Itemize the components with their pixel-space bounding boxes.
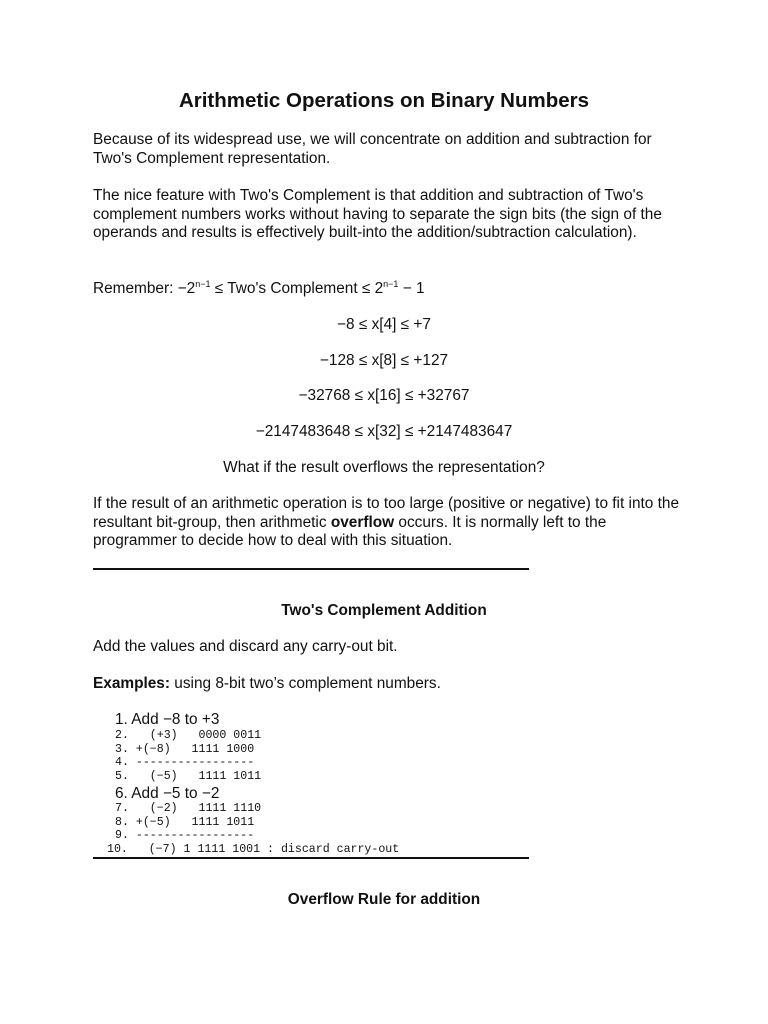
example-line-10: 10. (−7) 1 1111 1001 : discard carry-out [107, 842, 400, 856]
feature-paragraph: The nice feature with Two's Complement is that addition and subtraction of Two's complement numbers works without having to separate the sign bits (the sign of the operands and results is effectively built-into the addition/subtraction calculation). [93, 187, 662, 241]
example-line-3: 3. +(−8) 1111 1000 [115, 742, 255, 756]
example-line-5: 5. (−5) 1111 1011 [115, 769, 262, 783]
range-4bit: −8 ≤ x[4] ≤ +7 [337, 316, 431, 333]
remember-exponent-1: n−1 [195, 279, 211, 289]
example-line-1: 1. Add −8 to +3 [115, 711, 220, 728]
section-heading-overflow-rule: Overflow Rule for addition [287, 891, 481, 908]
example-line-9: 9. ----------------- [115, 829, 255, 842]
example-line-4: 4. ----------------- [115, 756, 255, 769]
example-line-6: 6. Add −5 to −2 [115, 785, 220, 802]
remember-prefix: Remember: −2 [93, 280, 196, 297]
overflow-question: What if the result overflows the representation? [223, 459, 545, 476]
examples-text: using 8-bit two’s complement numbers. [170, 675, 441, 692]
section-heading-addition: Two's Complement Addition [281, 602, 487, 619]
examples-line [93, 675, 683, 694]
remember-middle: ≤ Two's Complement ≤ 2 [210, 280, 384, 297]
remember-line [93, 280, 683, 299]
overflow-text-before: If the result of an arithmetic operation is to too large (positive or negative) to fit into the resultant bit-group, then arithmetic [93, 495, 680, 531]
examples-divider [93, 857, 529, 859]
intro-paragraph: Because of its widespread use, we will concentrate on addition and subtraction for Two's Complement representation. [93, 131, 652, 167]
example-line-8: 8. +(−5) 1111 1011 [115, 815, 255, 829]
section-divider [93, 568, 529, 570]
addition-rule: Add the values and discard any carry-out bit. [93, 638, 398, 655]
remember-exponent-2: n−1 [383, 279, 399, 289]
range-8bit: −128 ≤ x[8] ≤ +127 [319, 352, 449, 369]
examples-label: Examples: [93, 675, 170, 692]
overflow-text-after: occurs. It is normally left to the programmer to decide how to deal with this situation. [93, 513, 607, 549]
example-line-2: 2. (+3) 0000 0011 [115, 729, 262, 742]
range-16bit: −32768 ≤ x[16] ≤ +32767 [298, 387, 470, 404]
overflow-term: overflow [330, 513, 395, 531]
range-32bit: −2147483648 ≤ x[32] ≤ +2147483647 [255, 423, 513, 440]
remember-suffix: − 1 [398, 280, 425, 297]
overflow-paragraph [93, 495, 683, 551]
example-list [93, 711, 693, 861]
example-line-7: 7. (−2) 1111 1110 [115, 802, 262, 815]
page-title: Arithmetic Operations on Binary Numbers [178, 89, 590, 112]
